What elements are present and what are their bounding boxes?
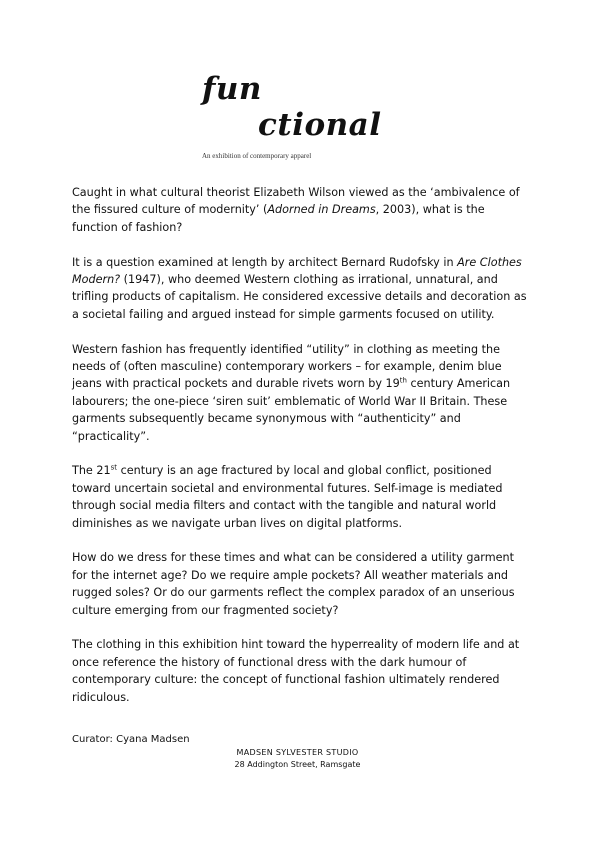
paragraph-5: How do we dress for these times and what can be considered a utility garment for the internet age? Do we require ample pockets? All weather materials and rugged soles? Or do our garments reflect the complex paradox of an unserious culture emerging from our fragmented society? [72,551,515,617]
book-title-adorned-in-dreams: Adorned in Dreams [267,203,376,217]
paragraph-2 [72,254,527,324]
ordinal-suffix-st: st [110,463,118,472]
paragraph-3-text-b: century American labourers; the one-piece ‘siren suit’ emblematic of World War II Britain. These garments subsequently became synonymous with “authenticity” and “practicality”. [72,377,511,443]
paragraph-1-text-c: , 2003), what is the function of fashion? [72,203,485,234]
paragraph-4-text-b: century is an age fractured by local and global conflict, positioned toward uncertain societal and environmental futures. Self-image is mediated through social media filters and contact with the tangible and natural world diminishes as we navigate urban lives on digital platforms. [72,464,503,530]
studio-name: MADSEN SYLVESTER STUDIO [236,748,359,757]
logo-tagline: An exhibition of contemporary apparel [202,152,312,160]
curator-credit: Curator: Cyana Madsen [72,734,190,745]
logo-word-ctional: ctional [258,107,382,143]
exhibition-text [72,184,527,724]
logo-word-fun: fun [202,71,262,107]
paragraph-4 [72,462,527,532]
book-title-are-clothes-modern: Are Clothes Modern? [72,255,522,287]
paragraph-2-text-c: (1947), who deemed Western clothing as irrational, unnatural, and trifling products of capitalism. He considered excessive details and decoration as a societal failing and argued instead for simple garments focused on utility. [72,273,527,321]
paragraph-3 [72,341,527,445]
paragraph-2-text-a: It is a question examined at length by architect Bernard Rudofsky in [72,255,458,269]
ordinal-suffix-th: th [399,376,407,385]
paragraph-1-text-a: Caught in what cultural theorist Elizabeth Wilson viewed as the ‘ambivalence of the fissured culture of modernity’ ( [72,186,520,217]
studio-address: 28 Addington Street, Ramsgate [234,760,361,769]
paragraph-4-text-a: The 21 [72,464,111,478]
paragraph-3-text-a: Western fashion has frequently identified “utility” in clothing as meeting the needs of (often masculine) contemporary workers – for example, denim blue jeans with practical pockets and durable rivets worn by 19 [72,342,502,391]
exhibition-logo [202,72,422,172]
paragraph-1 [72,184,527,236]
paragraph-6: The clothing in this exhibition hint toward the hyperreality of modern life and at once reference the history of functional dress with the dark humour of contemporary culture: the concept of functional fashion ultimately rendered ridiculous. [72,638,520,704]
studio-info [200,747,395,771]
